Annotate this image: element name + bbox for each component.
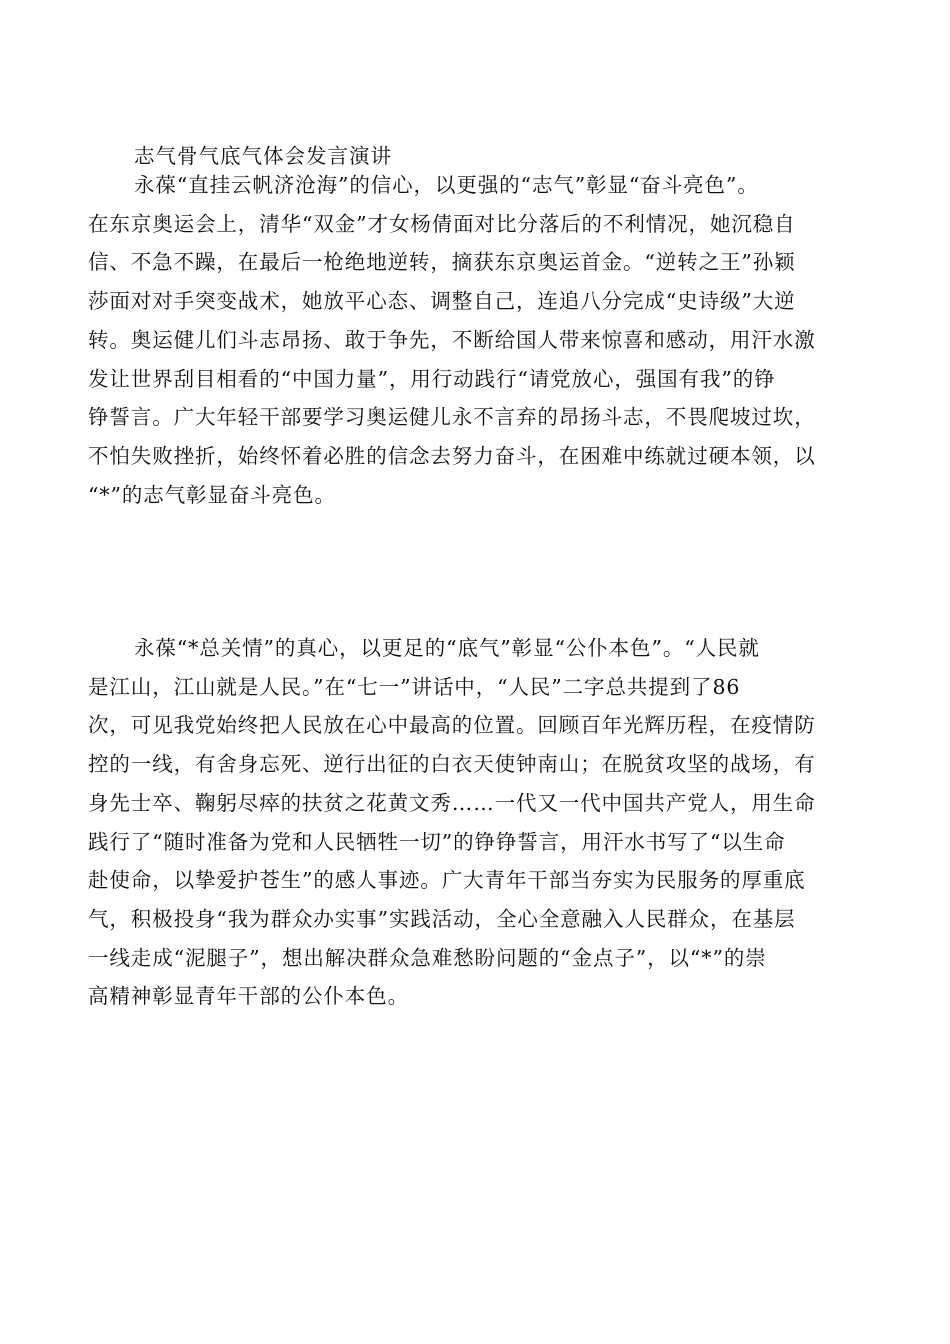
paragraph-line: 永葆“直挂云帆济沧海”的信心，以更强的“志气”彰显“奋斗亮色”。	[134, 173, 759, 197]
paragraph-line: 次，可见我党始终把人民放在心中最高的位置。回顾百年光辉历程，在疫情防	[88, 713, 816, 738]
paragraph-line: 信、不急不躁，在最后一枪绝地逆转，摘获东京奥运首金。“逆转之王”孙颖	[88, 250, 796, 275]
paragraph-line: 在东京奥运会上，清华“双金”才女杨倩面对比分落后的不利情况，她沉稳自	[88, 211, 796, 236]
paragraph-line: 一线走成“泥腿子”，想出解决群众急难愁盼问题的“金点子”，以“*”的崇	[88, 945, 767, 970]
paragraph-line: 莎面对对手突变战术，她放平心态、调整自己，连追八分完成“史诗级”大逆	[88, 289, 796, 314]
paragraph-line: 发让世界刮目相看的“中国力量”，用行动践行“请党放心，强国有我”的铮	[88, 366, 776, 391]
paragraph-line: 铮誓言。广大年轻干部要学习奥运健儿永不言弃的昂扬斗志，不畏爬坡过坎，	[88, 405, 816, 430]
paragraph-line: 身先士卒、鞠躬尽瘁的扶贫之花黄文秀……一代又一代中国共产党人，用生命	[88, 790, 816, 815]
paragraph-line: 是江山，江山就是人民。”在“七一”讲话中，“人民”二字总共提到了86	[88, 674, 741, 699]
paragraph-line: 赴使命，以挚爱护苍生”的感人事迹。广大青年干部当夯实为民服务的厚重底	[88, 868, 806, 893]
paragraph-line: 不怕失败挫折，始终怀着必胜的信念去努力奋斗，在困难中练就过硬本领，以	[88, 443, 816, 468]
paragraph-line: 气，积极投身“我为群众办实事”实践活动，全心全意融入人民群众，在基层	[88, 906, 796, 931]
paragraph-2	[88, 629, 858, 1016]
paragraph-line: “*”的志气彰显奋斗亮色。	[88, 482, 336, 507]
paragraph-line: 控的一线，有舍身忘死、逆行出征的白衣天使钟南山；在脱贫攻坚的战场，有	[88, 752, 816, 777]
paragraph-line: 高精神彰显青年干部的公仆本色。	[88, 984, 409, 1009]
paragraph-line: 永葆“*总关情”的真心，以更足的“底气”彰显“公仆本色”。“人民就	[134, 636, 760, 660]
paragraph-line: 践行了“随时准备为党和人民牺牲一切”的铮铮誓言，用汗水书写了“以生命	[88, 829, 786, 854]
document-title: 志气骨气底气体会发言演讲	[134, 144, 392, 168]
paragraph-line: 转。奥运健儿们斗志昂扬、敢于争先，不断给国人带来惊喜和感动，用汗水激	[88, 327, 816, 352]
paragraph-1	[88, 166, 858, 514]
